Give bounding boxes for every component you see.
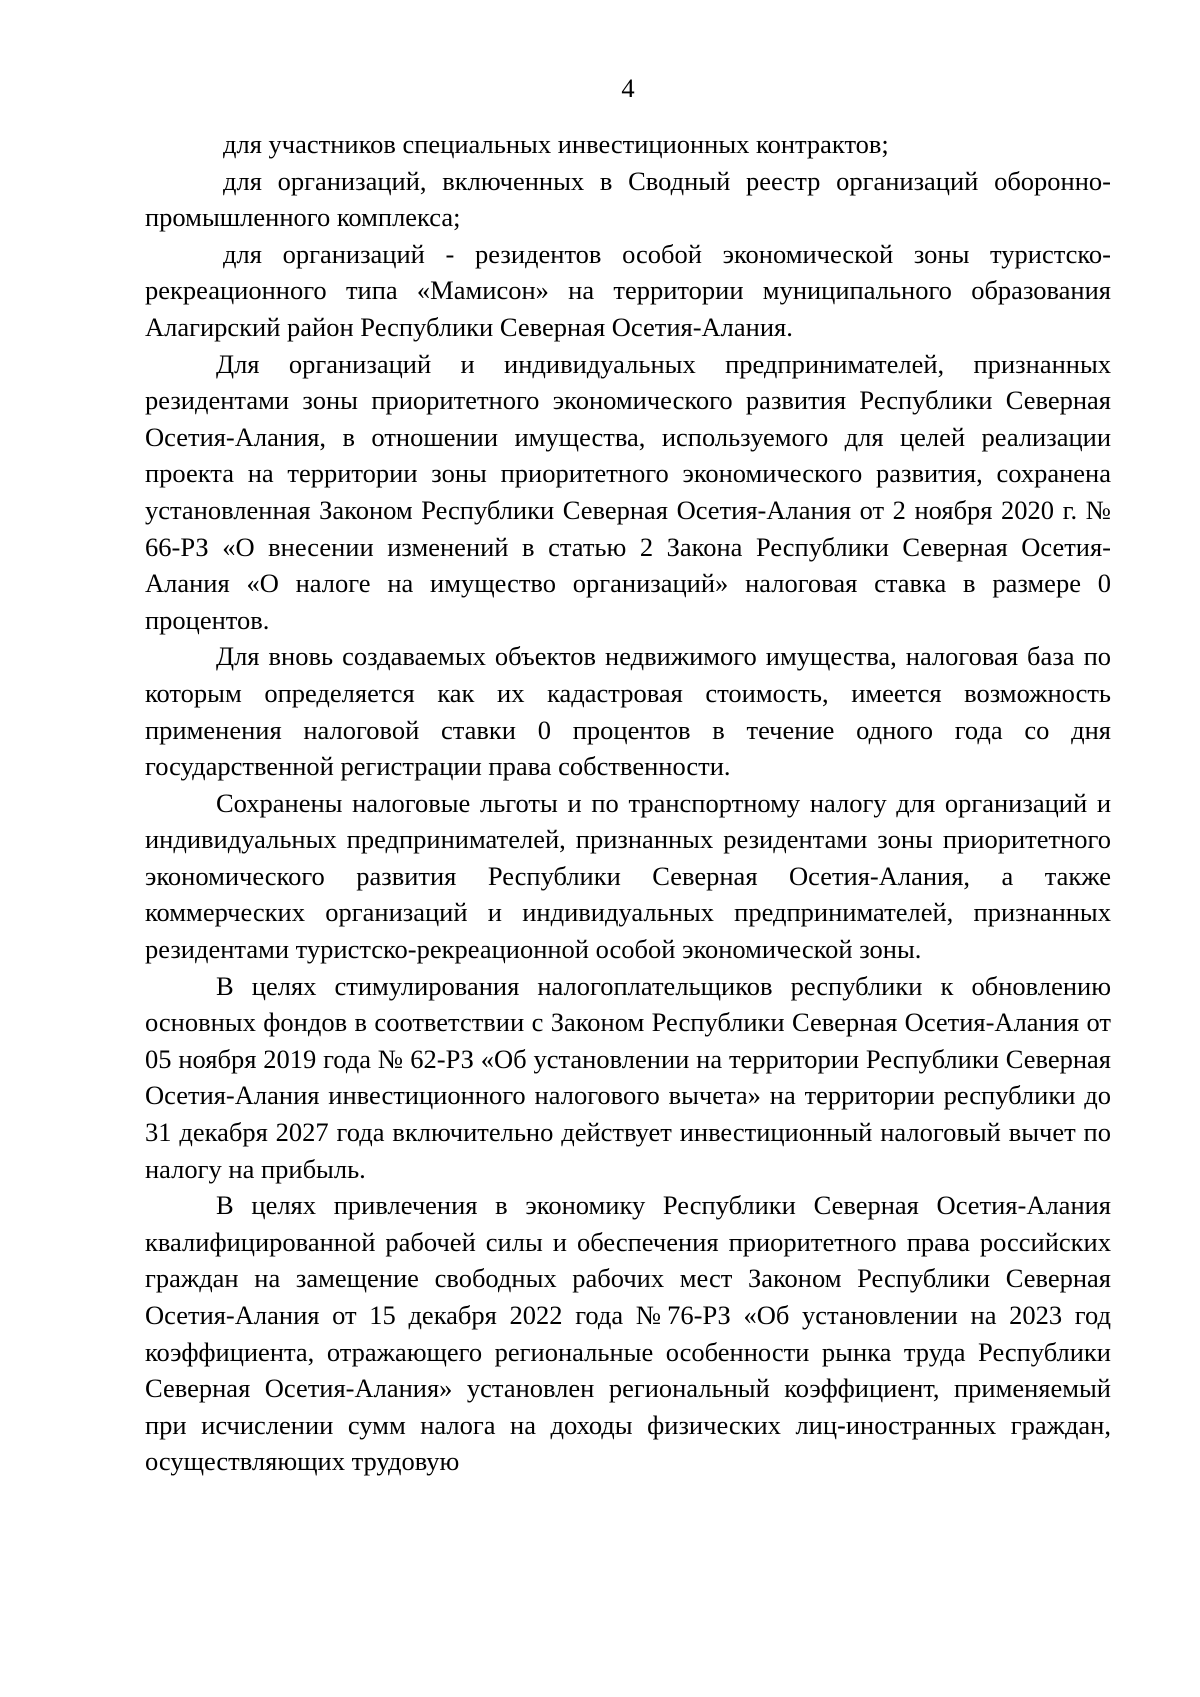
page-number: 4 bbox=[621, 73, 635, 103]
paragraph-new-real-estate-zero-rate: Для вновь создаваемых объектов недвижимого имущества, налоговая база по которым определяется как их кадастровая стоимость, имеется возможность применения налоговой ставки 0 процентов в течение одного года со дня государственной регистрации права собственности. bbox=[145, 641, 1111, 782]
paragraph-special-investment-contracts: для участников специальных инвестиционных контрактов; bbox=[223, 129, 889, 159]
paragraph-regional-labor-coefficient: В целях привлечения в экономику Республики Северная Осетия-Алания квалифицированной рабочей силы и обеспечения приоритетного права российских граждан на замещение свободных рабочих мест Законом Республики Северная Осетия-Алания от 15 декабря 2022 года №76-РЗ «Об установлении на 2023 год коэффициента, отражающего региональные особенности рынка труда Республики Северная Осетия-Алания» установлен региональный коэффициент, применяемый при исчислении сумм налога на доходы физических лиц-иностранных граждан, осуществляющих трудовую bbox=[145, 1190, 1111, 1477]
paragraph-mamison-zone-residents: для организаций - резидентов особой экономической зоны туристско-рекреационного типа «Мамисон» на территории муниципального образования Алагирский район Республики Северная Осетия-Алания. bbox=[145, 238, 1111, 342]
document-body bbox=[145, 126, 1111, 1480]
paragraph-investment-tax-deduction: В целях стимулирования налогоплательщиков республики к обновлению основных фондов в соответствии с Законом Республики Северная Осетия-Алания от 05 ноября 2019 года № 62-РЗ «Об установлении на территории Республики Северная Осетия-Алания инвестиционного налогового вычета» на территории республики до 31 декабря 2027 года включительно действует инвестиционный налоговый вычет по налогу на прибыль. bbox=[145, 970, 1111, 1184]
paragraph-defense-industry-registry: для организаций, включенных в Сводный реестр организаций оборонно-промышленного комплекса; bbox=[145, 165, 1111, 233]
paragraph-priority-development-zone-property-tax: Для организаций и индивидуальных предпринимателей, признанных резидентами зоны приоритетного экономического развития Республики Северная Осетия-Алания, в отношении имущества, используемого для целей реализации проекта на территории зоны приоритетного экономического развития, сохранена установленная Законом Республики Северная Осетия-Алания от 2 ноября 2020 г. № 66-РЗ «О внесении изменений в статью 2 Закона Республики Северная Осетия-Алания «О налоге на имущество организаций» налоговая ставка в размере 0 процентов. bbox=[145, 348, 1111, 635]
paragraph-transport-tax-benefits: Сохранены налоговые льготы и по транспортному налогу для организаций и индивидуальных предпринимателей, признанных резидентами зоны приоритетного экономического развития Республики Северная Осетия-Алания, а также коммерческих организаций и индивидуальных предпринимателей, признанных резидентами туристско-рекреационной особой экономической зоны. bbox=[145, 787, 1111, 965]
